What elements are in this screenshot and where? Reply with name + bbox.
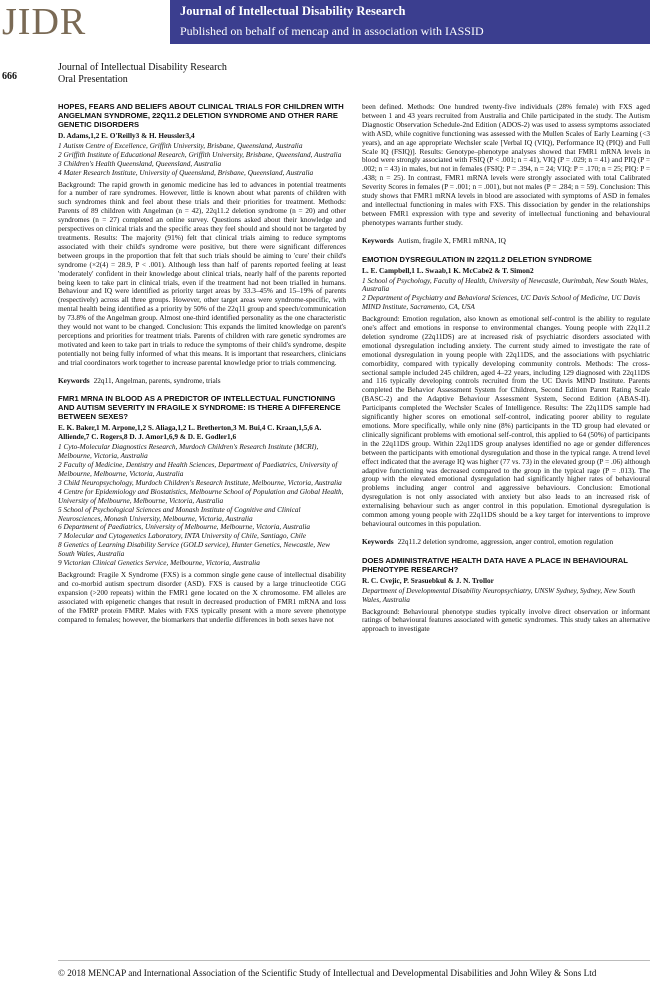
affiliation: 2 Griffith Institute of Educational Research, Griffith University, Brisbane, Queensland, Australia bbox=[58, 149, 342, 159]
affiliation: 4 Mater Research Institute, University of Queensland, Brisbane, Queensland, Australia bbox=[58, 167, 314, 177]
affiliation: 5 School of Psychological Sciences and Monash Institute of Cognitive and Clinical Neurosciences, Monash University, Melbourne, Victoria, Australia bbox=[58, 504, 301, 523]
affiliation: 3 Children's Health Queensland, Queensland, Australia bbox=[58, 158, 222, 168]
keywords-text: 22q11, Angelman, parents, syndrome, trials bbox=[93, 375, 221, 385]
affiliation: 1 Cyto-Molecular Diagnostics Research, Murdoch Children's Research Institute (MCRI), Melbourne, Victoria, Australia bbox=[58, 442, 319, 461]
keywords bbox=[362, 538, 650, 547]
keywords-text: Autism, fragile X, FMR1 mRNA, IQ bbox=[397, 235, 506, 245]
keywords-label: Keywords bbox=[362, 536, 394, 546]
affiliation: 3 Child Neuropsychology, Murdoch Children's Research Institute, Melbourne, Victoria, Australia bbox=[58, 477, 342, 487]
keywords-label: Keywords bbox=[362, 235, 394, 245]
article-authors: E. K. Baker,1 M. Arpone,1,2 S. Aliaga,1,2 L. Bretherton,3 M. Bui,4 C. Kraan,1,5,6 A. Alliende,7 C. Rogers,8 D. J. Amor1,6,9 & D. E. Godler1,6 bbox=[58, 423, 322, 442]
article-body: Background: Behavioural phenotype studies typically involve direct observation or informant ratings of behavioural features associated with genetic syndromes. This study takes an alternative approach to investigate bbox=[362, 606, 650, 634]
article-authors: L. E. Campbell,1 L. Swaab,1 K. McCabe2 & T. Simon2 bbox=[362, 265, 534, 275]
footer-rule bbox=[58, 960, 650, 961]
affiliation: 7 Molecular and Cytogenetics Laboratory, INTA University of Chile, Santiago, Chile bbox=[58, 531, 307, 541]
article-title: DOES ADMINISTRATIVE HEALTH DATA HAVE A PLACE IN BEHAVIOURAL PHENOTYPE RESEARCH? bbox=[362, 555, 628, 574]
affiliation: 1 School of Psychology, Faculty of Health, University of Newcastle, Ourimbah, New South Wales, Australia bbox=[362, 275, 648, 294]
left-column bbox=[58, 102, 346, 624]
article-body: Background: Emotion regulation, also known as emotional self-control is the ability to regulate one's affect and emotions in response to environmental changes. Young people with 22q11.2 deletion syndrome (22q11DS) are at increased risk of psychiatric disorders associated with emotional dysregulation including anxiety. The current study aimed to investigate the rate of emotional dysregulation in young people with 22q11DS, and the associations with psychiatric comorbidity, compared with typically developing community controls. Methods: The cross-sectional sample included 245 children, aged 4–22 years, including 129 diagnosed with 22q11DS and 116 typically developing controls recruited from the UC Davis MIND Institute. Parents completed the Behavior Assessment System for Children, Second Edition Parent Rating Scale (BASC-2) and the Adaptive Behaviour Assessment System, Second Edition (ABAS-II). Participants completed the Wechsler Scales of Intelligence. Results: The 22q11DS sample had significantly higher scores on emotional self-control, indicating poorer ability to regulate emotions. More specifically, while only nine (8%) participants in the TD group had elevated or clinically significant problems with emotional self-control, this applied to 64 (50%) of participants in the 22q11DS group. Within 22q11DS group analyses identified no age or gender differences between the participants with emotional dysregulation and those in the typical range. A trend level effect indicated that the average IQ was higher (77 vs. 73) in the elevated group (P = .06) although adaptive functioning was decreased compared to the group in the typical rage (P = .013). The group with the elevated emotional dysregulation had significantly higher rates of behavioural problems including anger control and aggressive behaviours. Conclusion: Emotional dysregulation is not only associated with anxiety but also leads to an increased risk of externalising behaviour such as anger control in this population. Emotional dysregulation is common among young people with 22q11DS should be a key target for interventions to improve behavioural outcomes in this population. bbox=[362, 314, 650, 528]
running-head-section: Oral Presentation bbox=[58, 74, 128, 85]
copyright-footer: © 2018 MENCAP and International Association of the Scientific Study of Intellectual and Developmental Disabilities and John Wiley & Sons Ltd bbox=[58, 968, 597, 978]
article-authors: D. Adams,1,2 E. O'Reilly3 & H. Heussler3,4 bbox=[58, 131, 195, 140]
affiliation: 2 Department of Psychiatry and Behavioral Sciences, UC Davis School of Medicine, UC Davis MIND Institute, Sacramento, CA, USA bbox=[362, 293, 641, 312]
keywords bbox=[362, 237, 650, 246]
affiliation: Department of Developmental Disability Neuropsychiatry, UNSW Sydney, Sydney, New South Wales, Australia bbox=[362, 585, 636, 604]
page-number: 666 bbox=[2, 71, 17, 82]
article-title: FMR1 MRNA IN BLOOD AS A PREDICTOR OF INTELLECTUAL FUNCTIONING AND AUTISM SEVERITY IN FRAGILE X SYNDROME: IS THERE A DIFFERENCE BETWEEN SEXES? bbox=[58, 394, 341, 422]
article-authors: R. C. Cvejic, P. Srasuebkul & J. N. Trollor bbox=[362, 575, 494, 585]
running-head-journal: Journal of Intellectual Disability Research bbox=[58, 62, 227, 73]
keywords-label: Keywords bbox=[58, 375, 90, 385]
journal-logo: JIDR bbox=[2, 1, 87, 43]
keywords bbox=[58, 377, 346, 386]
header-journal-title: Journal of Intellectual Disability Research bbox=[180, 4, 406, 18]
affiliation: 9 Victorian Clinical Genetics Service, Melbourne, Victoria, Australia bbox=[58, 558, 260, 568]
affiliation: 6 Department of Paediatrics, University of Melbourne, Melbourne, Victoria, Australia bbox=[58, 522, 311, 532]
journal-header bbox=[0, 0, 650, 46]
article-body: Background: Fragile X Syndrome (FXS) is a common single gene cause of intellectual disability and co-morbid autism spectrum disorder (ASD). FXS is caused by a large trinucleotide CGG expansion (>200 repeats) within the FMR1 gene located on the X chromosome. FM alleles are associated with epigenetic changes that result in decreased production of FMR1 mRNA and loss of the FMRP protein FMRP. Males with FXS typically present with a more severe phenotype compared to females; however, the biomarkers that underlie differences in both sexes have not bbox=[58, 569, 346, 624]
keywords-text: 22q11.2 deletion syndrome, aggression, anger control, emotion regulation bbox=[397, 536, 614, 546]
article-title: HOPES, FEARS AND BELIEFS ABOUT CLINICAL TRIALS FOR CHILDREN WITH ANGELMAN SYNDROME, 22Q11.2 DELETION SYNDROME AND OTHER RARE GENETIC DISORDERS bbox=[58, 102, 344, 129]
header-band bbox=[170, 0, 650, 44]
article-body: Background: The rapid growth in genomic medicine has led to advances in potential treatments for a number of rare syndromes. However, little is known about what parents of children with such syndromes think and feel about these trials and their priorities for treatment. Methods: Parents of 89 children with Angelman (n = 42), 22q11.2 deletion syndrome (n = 20) and other syndromes (n = 27) completed an online survey. Questions asked about their knowledge and perspectives on clinical trials and the specific areas they feel should and should not be targeted by treatments. Results: The majority (91%) felt that clinical trials aiming to reduce symptoms associated with their child's syndrome were positive, but there were significant differences between groups in the proportion that felt that such trials should be aiming to 'cure' their child's syndrome (×2(4) = 28.9, P < .001). Although less than half of parents reported feeling at least 'moderately' confident in their knowledge about clinical trials, nearly half of the parents reported being keen to take part in clinical trials, even if the treatment had not been trialled in humans. Behaviour and IQ were identified as priority target areas by 33.3–45% and 15–19% of parents (respectively) across all three groups. However, other target areas were syndrome-specific, with mental health being identified as a priority by 50% of the 22q11 group and speech/communication by 73.8% of the Angelman group. Almost one-third identified personality as the one characteristic they would not want to be changed. Conclusion: This expands the limited knowledge on parent's perceptions and priorities for treatment trials. Parents of children with rare genetic syndromes are motivated and keen to take part in trials to reduce the symptoms of their child's syndrome, despite potentially not being fully informed of what this means. It is important that researchers, clinicians and trial coordinators work together to increase parental knowledge prior to trials commencing. bbox=[58, 179, 346, 367]
affiliation: 4 Centre for Epidemiology and Biostatistics, Melbourne School of Population and Global Health, University of Melbourne, Melbourne, Victoria, Australia bbox=[58, 486, 344, 505]
affiliation: 2 Faculty of Medicine, Dentistry and Health Sciences, Department of Paediatrics, University of Melbourne, Melbourne, Victoria, Australia bbox=[58, 460, 338, 478]
article-title: EMOTION DYSREGULATION IN 22Q11.2 DELETION SYNDROME bbox=[362, 254, 592, 264]
article-body-continued: been defined. Methods: One hundred twenty-five individuals (28% female) with FXS aged between 1 and 43 years recruited from Australia and Chile participated in the study. The Autism Diagnostic Observation Schedule-2nd Edition (ADOS-2) was used to assess symptoms associated with ASD, while cognitive functioning was assessed with the Mullen Scales of Early Learning (<3 years), and an age appropriate Wechsler scale [Verbal IQ (VIQ), Performance IQ (PIQ) and Full Scale IQ (FSIQ)]. Results: Genotype–phenotype analyses showed that FMR1 mRNA levels in blood were strongly associated with FSIQ (P < .001; n = 41), VIQ (P = .029; n = 41) and PIQ (P = .002; n = 43) in males, but not in females (FSIQ: P = .394, n = 24; VIQ: P = .170; n = 25; PIQ: P = .438; n = 25). In contrast, FMR1 mRNA levels were strongly associated with total Calibrated Severity Scores in females (P = .001; n = .001), but not males (P = .284; n = 59). Conclusion: This study shows that FMR1 mRNA levels in blood are associated with symptoms of ASD in females and intellectual functioning in males with FXS. This dissociation by gender in the relationships between FMR1 expression with type and severity of intellectual functioning and behavioural phenotypes warrants further study. bbox=[362, 102, 650, 227]
running-head bbox=[58, 62, 227, 86]
right-column bbox=[362, 103, 650, 634]
affiliation: 8 Genetics of Learning Disability Service (GOLD service), Hunter Genetics, Newcastle, New South Wales, Australia bbox=[58, 540, 330, 559]
header-publisher-line: Published on behalf of mencap and in association with IASSID bbox=[180, 24, 484, 38]
affiliation: 1 Autism Centre of Excellence, Griffith University, Brisbane, Queensland, Australia bbox=[58, 140, 303, 150]
